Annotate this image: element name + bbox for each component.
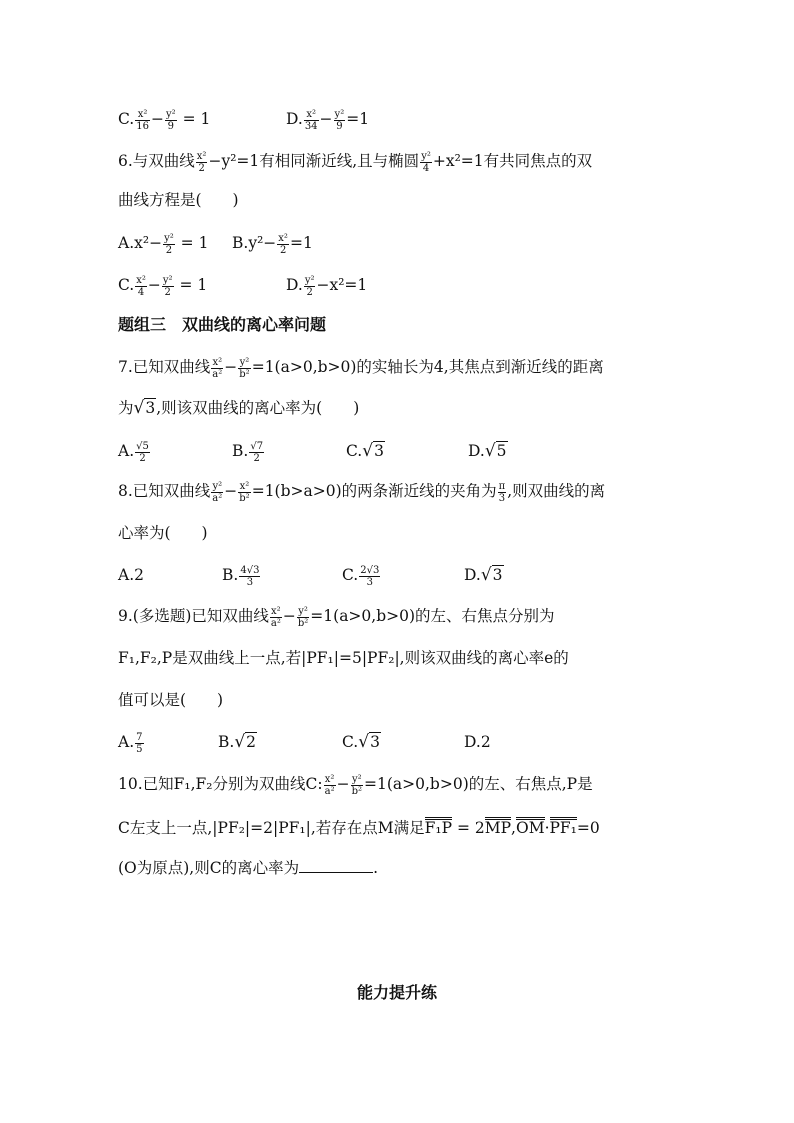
fraction: $\frac{\text{x²}}{34}$ bbox=[304, 108, 318, 132]
fraction: $\frac{√7}{2}$ bbox=[250, 440, 264, 464]
fraction: $\frac{\text{y²}}{\text{b²}}$ bbox=[351, 773, 363, 797]
q8-option-d: D.√3 bbox=[464, 560, 504, 590]
q9-option-c: C.√3 bbox=[342, 727, 381, 757]
fraction: $\frac{\text{x²}}{\text{a²}}$ bbox=[270, 605, 281, 629]
q7-stem-line1: 7.已知双曲线 $\frac{\text{x²}}{\text{a²}}$ − $\frac{\text{y²}}{\text{b²}}$ =1(a>0,b>0)的实轴长为4,其焦点到渐近线的距离 bbox=[118, 356, 604, 380]
fraction: $\frac{\text{y²}}{\text{b²}}$ bbox=[297, 605, 309, 629]
fraction: $\frac{\text{y²}}{9}$ bbox=[334, 108, 345, 132]
vector-mp: MP bbox=[484, 819, 512, 837]
q5-option-d: D. $\frac{\text{x²}}{34}$ − $\frac{\text{y²}}{9}$ =1 bbox=[286, 108, 370, 132]
fraction: $\frac{\text{x²}}{\text{a²}}$ bbox=[324, 773, 335, 797]
q6-option-a: A.x²− $\frac{\text{y²}}{2}$ = 1 bbox=[118, 232, 209, 256]
sqrt: √2 bbox=[234, 732, 257, 752]
q8-stem-line1: 8.已知双曲线 $\frac{\text{y²}}{\text{a²}}$ − $\frac{\text{x²}}{\text{b²}}$ =1(b>a>0)的两条渐近线的夹角为 $\frac{\pi}{3}$ ,则双曲线的离 bbox=[118, 480, 606, 504]
vector-pf1: PF₁ bbox=[549, 819, 577, 837]
fraction: $\frac{\text{x²}}{\text{b²}}$ bbox=[239, 480, 250, 504]
q7-stem-line2: 为√3,则该双曲线的离心率为( ) bbox=[118, 393, 359, 423]
q7-option-b: B. $\frac{√7}{2}$ bbox=[232, 440, 264, 464]
q6-option-b: B.y²− $\frac{\text{x²}}{2}$ =1 bbox=[232, 232, 313, 256]
fraction: $\frac{4√3}{3}$ bbox=[240, 564, 260, 588]
fraction: $\frac{2√3}{3}$ bbox=[360, 564, 380, 588]
sqrt: √3 bbox=[133, 398, 156, 418]
fraction: $\frac{\text{y²}}{\text{b²}}$ bbox=[239, 356, 250, 380]
q7-option-d: D.√5 bbox=[468, 436, 508, 466]
q10-stem-line1: 10.已知F₁,F₂分别为双曲线C: $\frac{\text{x²}}{\text{a²}}$ − $\frac{\text{y²}}{\text{b²}}$ =1(a>0,b>0)的左、右焦点,P是 bbox=[118, 773, 593, 797]
fraction: $\frac{\text{y²}}{2}$ bbox=[162, 274, 173, 298]
fraction: $\frac{√5}{2}$ bbox=[136, 440, 149, 464]
q9-option-b: B.√2 bbox=[218, 727, 257, 757]
q10-stem-line2: C左支上一点,|PF₂|=2|PF₁|,若存在点M满足F₁P = 2MP,OM·PF₁=0 bbox=[118, 819, 600, 837]
fraction: $\frac{\text{x²}}{4}$ bbox=[136, 274, 146, 298]
sqrt: √3 bbox=[362, 441, 384, 461]
q8-stem-line2: 心率为( ) bbox=[118, 524, 208, 542]
q9-stem-line3: 值可以是( ) bbox=[118, 691, 224, 709]
q6-stem-line1: 6.与双曲线 $\frac{\text{x²}}{2}$ −y²=1有相同渐近线,且与椭圆 $\frac{\text{y²}}{4}$ +x²=1有共同焦点的双 bbox=[118, 150, 593, 174]
q5-option-c: C. $\frac{\text{x²}}{16}$ − $\frac{\text{y²}}{9}$ = 1 bbox=[118, 108, 211, 132]
fraction: $\frac{\text{y²}}{2}$ bbox=[164, 232, 174, 256]
q9-option-a: A. $\frac{7}{5}$ bbox=[118, 731, 143, 755]
sqrt: √5 bbox=[484, 441, 507, 461]
q8-option-a: A.2 bbox=[118, 566, 144, 584]
vector-om: OM bbox=[515, 819, 545, 837]
q9-option-d: D.2 bbox=[464, 733, 491, 751]
fraction: $\frac{\text{y²}}{2}$ bbox=[304, 274, 315, 298]
q8-option-b: B. $\frac{4√3}{3}$ bbox=[222, 564, 260, 588]
q10-stem-line3: (O为原点),则C的离心率为 . bbox=[118, 853, 378, 883]
section-heading-ability: 能力提升练 bbox=[356, 983, 437, 1002]
q8-option-c: C. $\frac{2√3}{3}$ bbox=[342, 564, 380, 588]
fraction: $\frac{\text{y²}}{\text{a²}}$ bbox=[212, 480, 223, 504]
fraction: $\frac{\text{y²}}{9}$ bbox=[165, 108, 176, 132]
fraction: $\frac{\text{y²}}{4}$ bbox=[421, 150, 431, 174]
sqrt: √3 bbox=[480, 565, 503, 585]
vector-f1p: F₁P bbox=[424, 819, 453, 837]
answer-blank[interactable] bbox=[299, 856, 373, 873]
q6-option-d: D. $\frac{\text{y²}}{2}$ −x²=1 bbox=[286, 274, 368, 298]
q6-option-c: C. $\frac{\text{x²}}{4}$ − $\frac{\text{y²}}{2}$ = 1 bbox=[118, 274, 208, 298]
q7-option-c: C.√3 bbox=[346, 436, 385, 466]
fraction: $\frac{\text{x²}}{16}$ bbox=[136, 108, 149, 132]
fraction: $\frac{\text{x²}}{2}$ bbox=[196, 150, 207, 174]
section-heading: 题组三 双曲线的离心率问题 bbox=[118, 315, 327, 334]
q9-stem-line2: F₁,F₂,P是双曲线上一点,若|PF₁|=5|PF₂|,则该双曲线的离心率e的 bbox=[118, 649, 569, 667]
q9-stem-line1: 9.(多选题)已知双曲线 $\frac{\text{x²}}{\text{a²}}$ − $\frac{\text{y²}}{\text{b²}}$ =1(a>0,b>0)的左、右焦点分别为 bbox=[118, 605, 555, 629]
q7-option-a: A. $\frac{√5}{2}$ bbox=[118, 440, 149, 464]
sqrt: √3 bbox=[358, 732, 380, 752]
fraction: $\frac{\pi}{3}$ bbox=[498, 480, 506, 504]
fraction: $\frac{7}{5}$ bbox=[136, 731, 143, 755]
q6-stem-line2: 曲线方程是( ) bbox=[118, 191, 239, 209]
fraction: $\frac{\text{x²}}{\text{a²}}$ bbox=[212, 356, 223, 380]
fraction: $\frac{\text{x²}}{2}$ bbox=[278, 232, 288, 256]
